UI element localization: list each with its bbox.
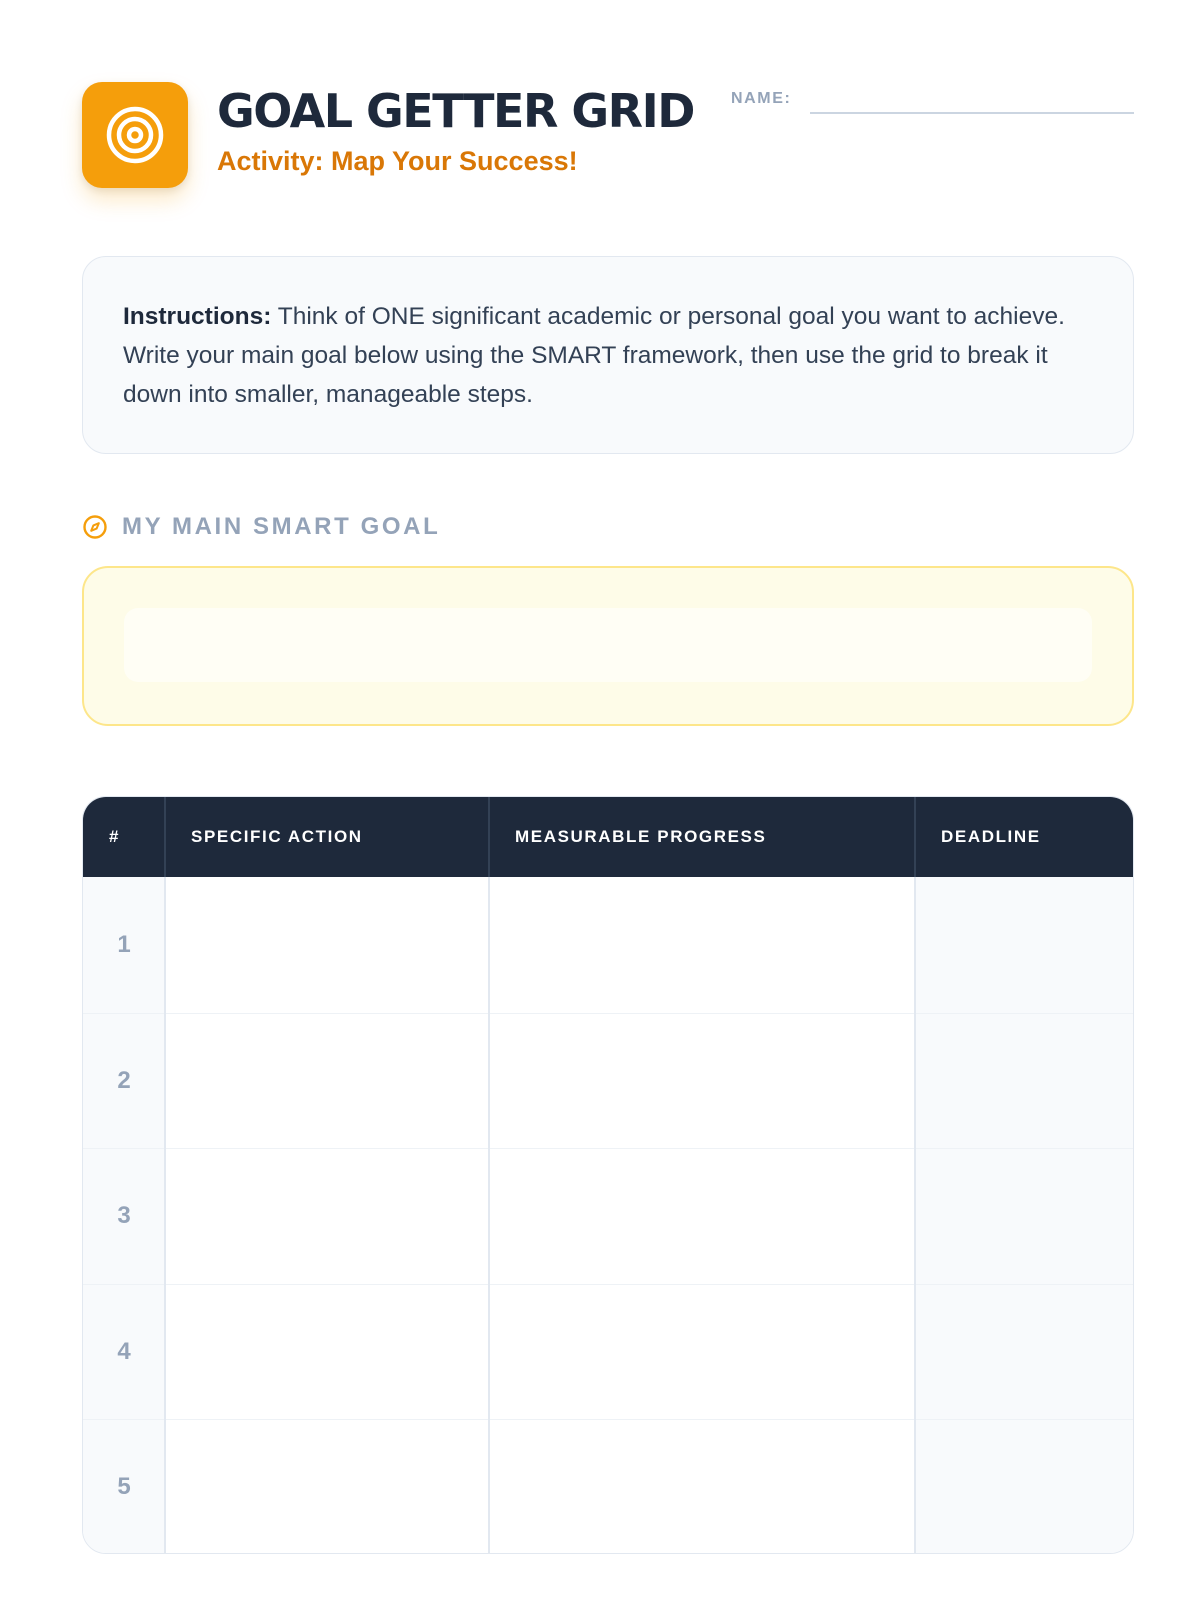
smart-goal-input[interactable]	[124, 608, 1092, 682]
progress-cell[interactable]	[489, 1285, 915, 1420]
row-number: 5	[83, 1420, 165, 1554]
action-cell[interactable]	[165, 877, 489, 1013]
name-field[interactable]	[810, 112, 1134, 114]
row-number: 1	[83, 877, 165, 1013]
instructions-label: Instructions:	[123, 303, 272, 330]
deadline-cell[interactable]	[915, 1014, 1134, 1149]
worksheet-header	[82, 82, 1134, 192]
grid-header-row	[83, 797, 1133, 877]
goal-section-heading	[82, 512, 440, 542]
table-row	[83, 1148, 1133, 1284]
table-row	[83, 877, 1133, 1013]
action-cell[interactable]	[165, 1014, 489, 1149]
instructions-text: Think of ONE significant academic or personal goal you want to achieve. Write your main goal below using the SMART framework, then use the grid to break it down into smaller, manageable steps.	[123, 303, 1065, 408]
header-divider	[488, 797, 490, 877]
page-subtitle: Activity: Map Your Success!	[217, 146, 578, 176]
deadline-cell[interactable]	[915, 877, 1134, 1013]
progress-cell[interactable]	[489, 1014, 915, 1149]
row-number: 3	[83, 1149, 165, 1284]
page-title: GOAL GETTER GRID	[217, 84, 694, 138]
goal-section-title: MY MAIN SMART GOAL	[122, 513, 441, 540]
column-divider	[164, 797, 166, 1554]
grid-body	[83, 877, 1133, 1554]
instructions-box	[82, 256, 1134, 454]
action-cell[interactable]	[165, 1149, 489, 1284]
header-divider	[164, 797, 166, 877]
deadline-cell[interactable]	[915, 1285, 1134, 1420]
column-header-number: #	[109, 827, 121, 846]
action-grid	[82, 796, 1134, 1554]
action-cell[interactable]	[165, 1285, 489, 1420]
column-header-action: SPECIFIC ACTION	[191, 827, 363, 846]
deadline-cell[interactable]	[915, 1420, 1134, 1554]
table-row	[83, 1284, 1133, 1420]
progress-cell[interactable]	[489, 877, 915, 1013]
progress-cell[interactable]	[489, 1420, 915, 1554]
row-number: 4	[83, 1285, 165, 1420]
column-divider	[914, 797, 916, 1554]
deadline-cell[interactable]	[915, 1149, 1134, 1284]
name-label: NAME:	[731, 90, 792, 107]
progress-cell[interactable]	[489, 1149, 915, 1284]
table-row	[83, 1419, 1133, 1554]
compass-icon	[82, 514, 108, 540]
column-divider	[488, 797, 490, 1554]
row-number: 2	[83, 1014, 165, 1149]
column-header-progress: MEASURABLE PROGRESS	[515, 827, 767, 846]
smart-goal-box	[82, 566, 1134, 726]
table-row	[83, 1013, 1133, 1149]
column-header-deadline: DEADLINE	[941, 827, 1041, 846]
header-divider	[914, 797, 916, 877]
action-cell[interactable]	[165, 1420, 489, 1554]
target-icon	[82, 82, 188, 188]
